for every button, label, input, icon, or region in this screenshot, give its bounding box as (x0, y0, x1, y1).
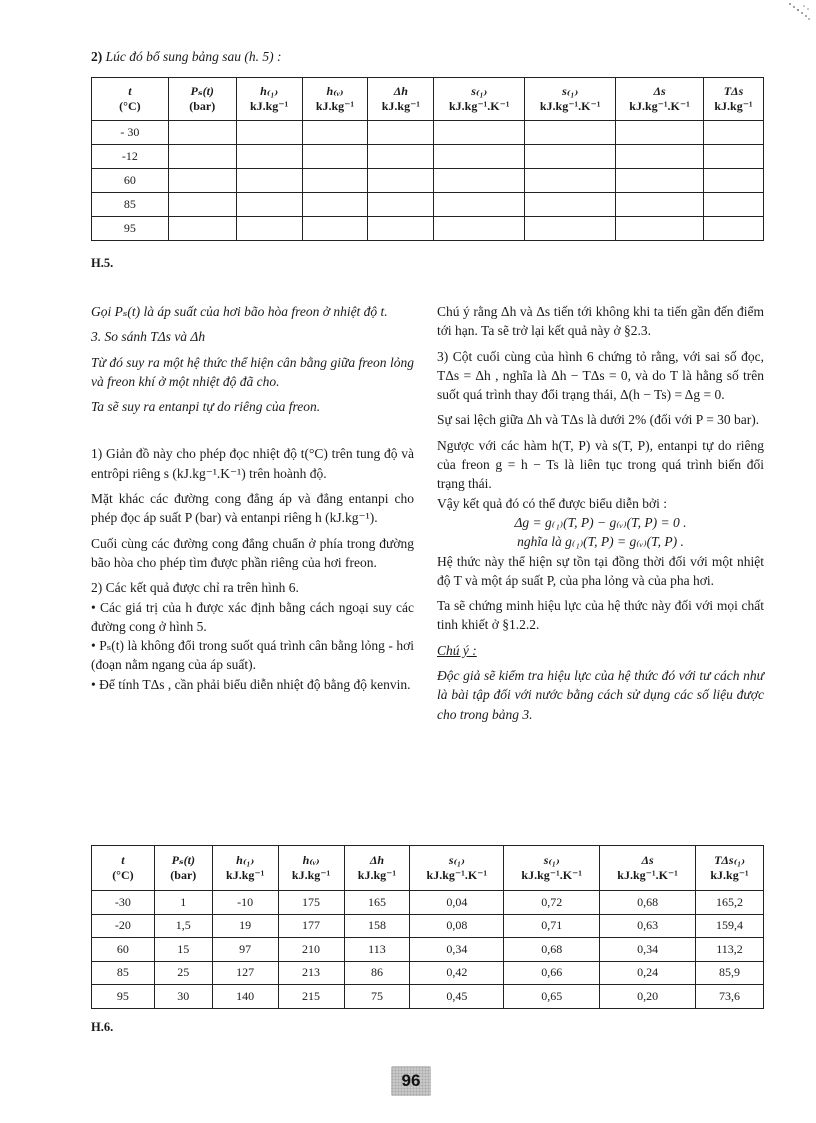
table-cell (434, 193, 525, 217)
table-h5-body (92, 121, 764, 241)
table-cell (236, 193, 302, 217)
left-paragraph-1: Gọi Pₛ(t) là áp suất của hơi bão hòa freon ở nhiệt độ t. (91, 304, 388, 319)
table-cell (368, 145, 434, 169)
table-cell: 95 (92, 217, 169, 241)
table5-header-symbol: Δh (393, 84, 408, 98)
table-cell: 213 (278, 961, 344, 985)
left-paragraph-4: Ta sẽ suy ra entanpi tự do riêng của freon. (91, 399, 321, 415)
table-cell: 0,24 (600, 961, 696, 985)
table-cell (368, 217, 434, 241)
table6-header-symbol: Δh (369, 853, 385, 867)
table6-header-2 (212, 846, 278, 891)
table6-header-unit: kJ.kg⁻¹ (226, 868, 265, 882)
figure-label-h5: H.5. (91, 256, 114, 270)
left-paragraph-8: 2) Các kết quả được chỉ ra trên hình 6. (91, 580, 299, 596)
left-paragraph-5: 1) Giản đồ này cho phép đọc nhiệt độ t(°C) trên tung độ và entrôpi riêng s (kJ.kg⁻¹.K⁻¹) trên hoành độ. (91, 446, 414, 481)
table-cell: 210 (278, 938, 344, 962)
corner-decoration-icon (784, 0, 812, 22)
left-column (91, 302, 414, 694)
right-paragraph-5: Vậy kết quả đó có thể được biểu diễn bởi : (437, 495, 668, 511)
left-paragraph-7: Cuối cùng các đường cong đẳng chuẩn ở phía trong đường bão hòa cho phép tìm được phần riêng của hơi freon. (91, 535, 414, 570)
table6-header-symbol: h₍₁₎ (236, 853, 255, 867)
right-paragraph-2: 3) Cột cuối cùng của hình 6 chứng tỏ rằng, với sai số đọc, TΔs = Δh , nghĩa là Δh − TΔs = 0, và do T là hằng số trên suốt quá trình thay đổi trạng thái, Δ(h − Ts) = Δg = 0. (437, 348, 764, 403)
table-cell (236, 217, 302, 241)
table-cell (168, 169, 236, 193)
table-cell (703, 121, 763, 145)
table-cell (434, 169, 525, 193)
right-paragraph-3: Sự sai lệch giữa Δh và TΔs là dưới 2% (đối với P = 30 bar). (437, 412, 760, 428)
table-cell (616, 193, 704, 217)
table-row (92, 217, 764, 241)
table6-header-symbol: t (121, 853, 125, 867)
table-cell: 175 (278, 891, 344, 915)
table5-header-8 (703, 78, 763, 121)
table5-header-1 (168, 78, 236, 121)
left-bullet-1: • Các giá trị của h được xác định bằng cách ngoại suy các đường cong ở hình 5. (91, 599, 414, 634)
left-subheading-3: 3. So sánh TΔs và Δh (91, 329, 206, 345)
table-row (92, 121, 764, 145)
table6-header-unit: kJ.kg⁻¹.K⁻¹ (521, 868, 582, 882)
table5-header-unit: kJ.kg⁻¹ (714, 99, 753, 113)
table-cell (302, 145, 368, 169)
table-cell: 86 (344, 961, 410, 985)
note-title: Chú ý : (437, 642, 477, 658)
table6-header-symbol: h₍ᵥ₎ (302, 853, 320, 867)
table-cell (168, 145, 236, 169)
right-paragraph-7: Ta sẽ chứng minh hiệu lực của hệ thức này đối với mọi chất tinh khiết ở §1.2.2. (437, 598, 764, 633)
table-cell: 95 (92, 985, 155, 1009)
left-paragraph-6: Mặt khác các đường cong đẳng áp và đẳng entanpi cho phép đọc áp suất P (bar) và entanpi riêng h (kJ.kg⁻¹). (91, 491, 414, 526)
table-cell (368, 121, 434, 145)
table-cell: 215 (278, 985, 344, 1009)
table-cell: 0,68 (504, 938, 600, 962)
table-row (92, 985, 764, 1009)
table-cell: 159,4 (696, 914, 764, 938)
table-h6-body (92, 891, 764, 1009)
table-cell: 0,34 (410, 938, 504, 962)
table-cell (368, 193, 434, 217)
table6-header-unit: (°C) (112, 868, 134, 882)
table-cell (434, 145, 525, 169)
table6-header-unit: kJ.kg⁻¹.K⁻¹ (617, 868, 678, 882)
table-cell: 60 (92, 938, 155, 962)
table-cell (236, 121, 302, 145)
table-cell: 165,2 (696, 891, 764, 915)
table-cell: 0,08 (410, 914, 504, 938)
table-cell: 85 (92, 193, 169, 217)
table-cell: 85,9 (696, 961, 764, 985)
table6-header-unit: kJ.kg⁻¹.K⁻¹ (426, 868, 488, 882)
table6-header-5 (410, 846, 504, 891)
table5-header-6 (525, 78, 616, 121)
table-cell: 0,68 (600, 891, 696, 915)
table-cell (525, 169, 616, 193)
table6-header-symbol: TΔs₍₁₎ (714, 853, 745, 867)
table5-header-5 (434, 78, 525, 121)
table-cell (616, 169, 704, 193)
note-text: Độc giả sẽ kiểm tra hiệu lực của hệ thức đó với tư cách như là bài tập đối với nước bằng cách sử dụng các số liệu được cho trong bảng 3. (437, 668, 764, 722)
table-cell (525, 121, 616, 145)
table-cell: 0,63 (600, 914, 696, 938)
table6-header-symbol: Pₛ(t) (171, 853, 195, 867)
table6-header-unit: (bar) (170, 868, 197, 882)
table-cell: 0,65 (504, 985, 600, 1009)
figure-label-h6: H.6. (91, 1020, 114, 1034)
table-cell (525, 193, 616, 217)
table-h5 (91, 77, 764, 241)
table-cell: 25 (154, 961, 212, 985)
table5-header-symbol: s₍₁₎ (562, 84, 579, 98)
table-cell: 19 (212, 914, 278, 938)
table5-header-symbol: h₍₁₎ (260, 84, 279, 98)
right-column (437, 302, 764, 724)
table-cell: 177 (278, 914, 344, 938)
table-cell (236, 169, 302, 193)
table-cell: 15 (154, 938, 212, 962)
table6-header-6 (504, 846, 600, 891)
table-cell (236, 145, 302, 169)
table-cell (302, 169, 368, 193)
table5-header-unit: kJ.kg⁻¹ (381, 99, 420, 113)
table-cell: 165 (344, 891, 410, 915)
table-row (92, 938, 764, 962)
left-bullet-3: • Để tính TΔs , cần phải biểu diễn nhiệt độ bằng độ kenvin. (91, 676, 411, 692)
right-paragraph-4: Ngược với các hàm h(T, P) và s(T, P), entanpi tự do riêng của freon g = h − Ts là liên tục trong quá trình biến đổi trạng thái. (437, 437, 764, 492)
table5-header-symbol: t (128, 84, 132, 98)
right-paragraph-1: Chú ý rằng Δh và Δs tiến tới không khi ta tiến gần đến điểm tới hạn. Ta sẽ trở lại kết quả này ở §2.3. (437, 304, 764, 339)
section-number: 2) (91, 49, 103, 64)
table5-header-2 (236, 78, 302, 121)
table6-header-unit: kJ.kg⁻¹ (291, 868, 331, 882)
table5-header-4 (368, 78, 434, 121)
table-cell: - 30 (92, 121, 169, 145)
table-cell: 127 (212, 961, 278, 985)
table5-header-symbol: h₍ᵥ₎ (326, 84, 344, 98)
table-cell (368, 169, 434, 193)
table5-header-symbol: Δs (653, 84, 666, 98)
equation-g-equal: nghĩa là g₍₁₎(T, P) = g₍ᵥ₎(T, P) . (517, 534, 684, 550)
table-cell: 158 (344, 914, 410, 938)
table-cell: 0,42 (410, 961, 504, 985)
right-paragraph-6: Hệ thức này thể hiện sự tồn tại đồng thời đối với một nhiệt độ T và một áp suất P, của pha lỏng và của pha hơi. (437, 553, 764, 588)
table-cell: 113 (344, 938, 410, 962)
table6-header-4 (344, 846, 410, 891)
table5-header-unit: (°C) (119, 99, 141, 113)
table-cell: 97 (212, 938, 278, 962)
table6-header-7 (600, 846, 696, 891)
table5-header-symbol: TΔs (723, 84, 744, 98)
table-cell: 85 (92, 961, 155, 985)
section-heading-2 (91, 49, 282, 65)
table5-header-symbol: s₍₁₎ (471, 84, 488, 98)
table-cell (525, 145, 616, 169)
table-cell: 0,72 (504, 891, 600, 915)
table-cell: -30 (92, 891, 155, 915)
table-cell (168, 121, 236, 145)
table6-header-unit: kJ.kg⁻¹ (710, 868, 749, 882)
table6-header-0 (92, 846, 155, 891)
table-cell: -20 (92, 914, 155, 938)
table-h5-header-row (92, 78, 764, 121)
table5-header-unit: (bar) (189, 99, 216, 113)
table5-header-0 (92, 78, 169, 121)
table-cell (302, 217, 368, 241)
table-cell (616, 145, 704, 169)
table-cell (703, 217, 763, 241)
table6-header-3 (278, 846, 344, 891)
table-cell: 73,6 (696, 985, 764, 1009)
table5-header-unit: kJ.kg⁻¹ (315, 99, 355, 113)
table-cell: 0,34 (600, 938, 696, 962)
table5-header-unit: kJ.kg⁻¹.K⁻¹ (448, 99, 510, 113)
table-cell (168, 193, 236, 217)
table-row (92, 145, 764, 169)
table-cell (703, 193, 763, 217)
table5-header-unit: kJ.kg⁻¹ (249, 99, 289, 113)
table6-header-symbol: s₍₁₎ (543, 853, 560, 867)
table-row (92, 891, 764, 915)
table5-header-unit: kJ.kg⁻¹.K⁻¹ (539, 99, 601, 113)
table-cell (434, 217, 525, 241)
table5-header-symbol: Pₛ(t) (190, 84, 214, 98)
table-h6 (91, 845, 764, 1009)
left-bullet-2: • Pₛ(t) là không đổi trong suốt quá trình cân bằng lỏng - hơi (đoạn nằm ngang của áp suất). (91, 638, 414, 673)
table-cell (703, 145, 763, 169)
table-row (92, 169, 764, 193)
table5-header-unit: kJ.kg⁻¹.K⁻¹ (629, 99, 690, 113)
table-cell: 1 (154, 891, 212, 915)
table-row (92, 961, 764, 985)
table-row (92, 193, 764, 217)
table-cell: 0,20 (600, 985, 696, 1009)
table-cell (616, 217, 704, 241)
table5-header-7 (616, 78, 704, 121)
table-cell: 140 (212, 985, 278, 1009)
table-cell (703, 169, 763, 193)
table-h6-header-row (92, 846, 764, 891)
table-cell (168, 217, 236, 241)
equation-delta-g: Δg = g₍₁₎(T, P) − g₍ᵥ₎(T, P) = 0 . (514, 514, 687, 530)
table-cell (525, 217, 616, 241)
table-cell: 113,2 (696, 938, 764, 962)
table6-header-symbol: s₍₁₎ (448, 853, 465, 867)
table6-header-symbol: Δs (641, 853, 654, 867)
table6-header-unit: kJ.kg⁻¹ (357, 868, 397, 882)
left-paragraph-3: Từ đó suy ra một hệ thức thể hiện cân bằng giữa freon lỏng và freon khí ở một nhiệt độ đã cho. (91, 354, 414, 389)
table-row (92, 914, 764, 938)
table-cell: 0,66 (504, 961, 600, 985)
table-cell (434, 121, 525, 145)
table-cell: -10 (212, 891, 278, 915)
table-cell: -12 (92, 145, 169, 169)
table-cell: 0,04 (410, 891, 504, 915)
table5-header-3 (302, 78, 368, 121)
table-cell: 0,45 (410, 985, 504, 1009)
section-heading-text: Lúc đó bổ sung bảng sau (h. 5) : (105, 49, 282, 64)
table6-header-1 (154, 846, 212, 891)
table-cell: 30 (154, 985, 212, 1009)
table-cell: 0,71 (504, 914, 600, 938)
table-cell (616, 121, 704, 145)
table-cell: 60 (92, 169, 169, 193)
page-number: 96 (391, 1066, 431, 1096)
table6-header-8 (696, 846, 764, 891)
table-cell: 1,5 (154, 914, 212, 938)
table-cell (302, 121, 368, 145)
table-cell: 75 (344, 985, 410, 1009)
table-cell (302, 193, 368, 217)
